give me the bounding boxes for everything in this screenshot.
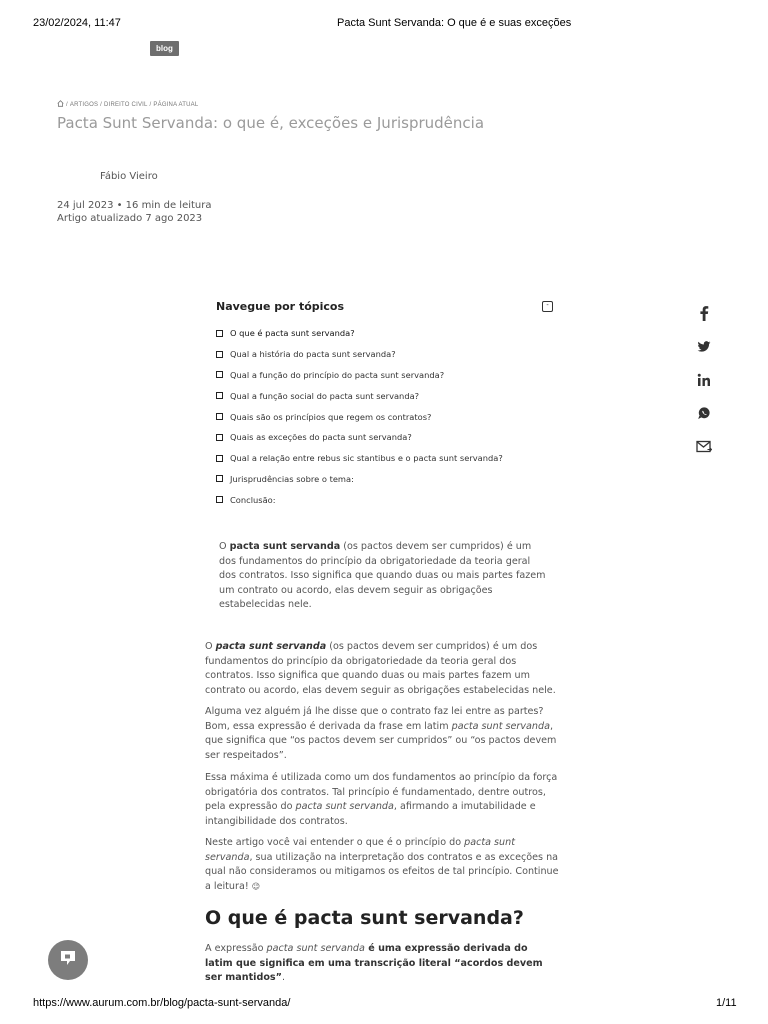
breadcrumb-separator: / [149,101,152,108]
breadcrumb-separator: / [66,101,68,108]
linkedin-icon[interactable] [694,373,714,392]
toc-item[interactable] [216,385,503,406]
paragraph-text: , afirmando a imutabilidade e intangibilidade dos contratos. [205,801,536,827]
emphasis-term: pacta sunt servanda [205,837,515,863]
paragraph-text: A expressão [205,943,267,954]
bullet-square-icon [216,475,223,482]
section-heading: O que é pacta sunt servanda? [205,907,524,929]
toc-item-label: Qual a relação entre rebus sic stantibus e o pacta sunt servanda? [230,453,503,464]
toc-item[interactable] [216,489,503,510]
toc-item[interactable] [216,344,503,365]
toc-item[interactable] [216,365,503,386]
bullet-square-icon [216,351,223,358]
email-icon[interactable] [694,440,714,458]
breadcrumb-item-current: PÁGINA ATUAL [153,101,199,108]
paragraph-text: . [281,972,285,984]
toc-heading: Navegue por tópicos [216,300,345,313]
paragraph-text: O [205,641,216,652]
toc-item-label: Qual a função do princípio do pacta sunt servanda? [230,369,445,380]
bullet-square-icon [216,330,223,337]
whatsapp-icon[interactable] [694,406,714,425]
body-paragraph [205,640,560,698]
emphasis-term: pacta sunt servanda [451,720,550,732]
paragraph-text: Essa máxima é utilizada como um dos fundamentos ao princípio da força obrigatória dos contratos. Tal princípio é fundamentado, dentre outros, pela expressão do [205,772,558,813]
toc-item-label: Qual a história do pacta sunt servanda? [230,349,396,360]
body-paragraph [205,771,560,829]
blog-badge[interactable]: blog [150,41,179,56]
body-paragraph [205,942,555,986]
toc-item[interactable] [216,323,503,344]
chat-logo-icon [59,949,77,972]
toc-item-label: Conclusão: [230,494,276,505]
bold-text: é uma expressão derivada do latim que significa em uma transcrição literal “acordos devem ser mantidos” [205,943,543,984]
print-doc-title: Pacta Sunt Servanda: O que é e suas exceções [337,17,572,29]
wink-emoji-icon: 😉 [251,881,261,891]
toc-item[interactable] [216,406,503,427]
page-title: Pacta Sunt Servanda: o que é, exceções e Jurisprudência [57,114,485,132]
body-paragraph [205,836,565,894]
home-icon[interactable] [57,100,64,109]
toc-list [216,323,503,510]
emphasis-term: pacta sunt servanda [215,641,327,652]
breadcrumb-item-artigos[interactable]: ARTIGOS [69,101,99,108]
breadcrumb [57,100,198,109]
bullet-square-icon [216,496,223,503]
summary-text: (os pactos devem ser cumpridos) é um dos fundamentos do princípio da obrigatoriedade da teoria geral dos contratos. Isso significa que quando duas ou mais partes fazem um contrato ou acordo, elas devem seguir as obrigações estabelecidas nele. [219,541,546,611]
print-datetime: 23/02/2024, 11:47 [33,17,121,29]
breadcrumb-item-direito-civil[interactable]: DIREITO CIVIL [104,101,148,108]
toc-item[interactable] [216,469,503,490]
toc-item[interactable] [216,448,503,469]
emphasis-term: pacta sunt servanda [266,943,365,954]
bullet-square-icon [216,392,223,399]
summary-box [219,540,549,613]
print-page-number: 1/11 [716,997,737,1009]
toc-item[interactable] [216,427,503,448]
toc-collapse-toggle[interactable]: - [542,301,553,312]
breadcrumb-separator: / [100,101,103,108]
body-paragraph [205,705,560,763]
paragraph-text: Neste artigo você vai entender o que é o princípio do [205,837,465,848]
bullet-square-icon [216,371,223,378]
toc-item-label: Jurisprudências sobre o tema: [230,473,354,484]
bullet-square-icon [216,413,223,420]
summary-text: O [219,541,230,552]
floating-chat-button[interactable] [48,940,88,980]
paragraph-text: (os pactos devem ser cumpridos) é um dos fundamentos do princípio da obrigatoriedade da teoria geral dos contratos. Isso significa que quando duas ou mais partes fazem um contrato ou acordo, elas devem seguir as obrigações estabelecidas nele. [205,641,556,696]
summary-bold-term: pacta sunt servanda [229,541,341,552]
emphasis-term: pacta sunt servanda [295,801,394,813]
toc-item-label: O que é pacta sunt servanda? [230,328,355,339]
twitter-icon[interactable] [694,340,714,358]
paragraph-text: Alguma vez alguém já lhe disse que o contrato faz lei entre as partes? Bom, essa expressão é derivada da frase em latim [205,706,544,732]
toc-item-label: Quais as exceções do pacta sunt servanda? [230,432,412,443]
author-name[interactable]: Fábio Vieiro [100,171,158,182]
publish-date-read-time: 24 jul 2023 • 16 min de leitura [57,200,212,211]
updated-date: Artigo atualizado 7 ago 2023 [57,213,203,224]
bullet-square-icon [216,434,223,441]
facebook-icon[interactable] [694,305,714,326]
toc-item-label: Quais são os princípios que regem os contratos? [230,411,432,422]
paragraph-text: , sua utilização na interpretação dos contratos e as exceções na qual não consideramos ou mitigamos os efeitos de tal princípio. Continue a leitura! [205,851,559,892]
print-url: https://www.aurum.com.br/blog/pacta-sunt-servanda/ [33,997,291,1009]
toc-item-label: Qual a função social do pacta sunt servanda? [230,390,420,401]
paragraph-text: , que significa que “os pactos devem ser cumpridos” ou “os pactos devem ser respeitados”. [205,720,557,761]
bullet-square-icon [216,455,223,462]
